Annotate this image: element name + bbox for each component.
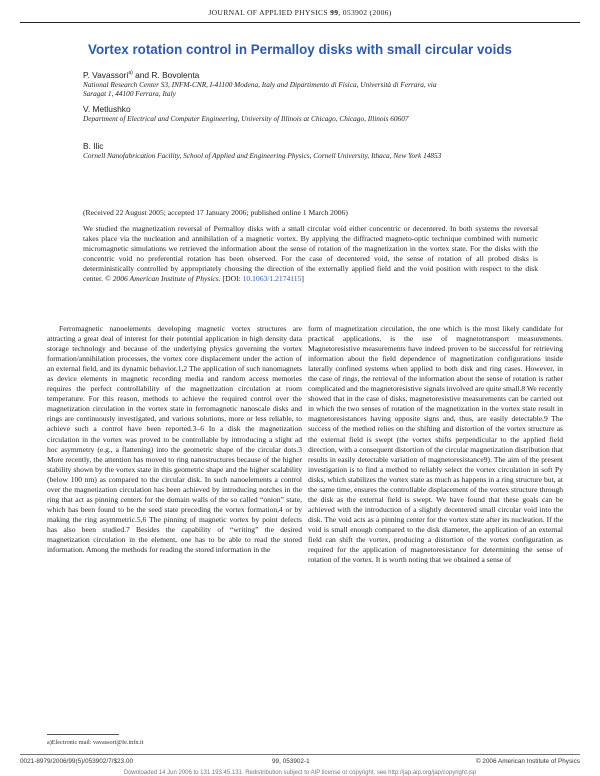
footnote-rule	[47, 734, 119, 735]
author-affiliation: Cornell Nanofabrication Facility, School of Applied and Engineering Physics, Cornell University, Ithaca, New York 14853	[83, 151, 442, 160]
doi-suffix: ]	[301, 274, 304, 284]
body-column-left: Ferromagnetic nanoelements developing magnetic vortex structures are attracting a great deal of interest for their potential application in high density data storage technology and because of the underlying physics governing the vortex formation/annihilation processes, the vortex core displacement under the action of an external field, and its dynamic behavior.1,2 The application of such nanomagnets as device elements in magnetic recording media and random access memories requires the perfect controllability of the magnetization circulation at room temperature. For this reason, methods to achieve the required control over the magnetization circulation in the vortex state in ferromagnetic nanoscale disks and rings are continuously investigated, and various solutions, more or less reliable, to achieve such a control have been reported.3–6 In a disk the magnetization circulation in the vortex was proved to be controllable by introducing a slight ad hoc asymmetry (e.g., a flattening) into the geometric shape of the circular dots.3 More recently, the attention has moved to ring nanostructures because of the higher stability shown by the vortex state in this geometric shape and the higher scalability (below 100 nm) as compared to the circular disk. In such nanoelements a control over the magnetization circulation has been achieved by introducing notches in the ring that act as pinning centers for the domain walls of the so called “onion” state, which has been found to be the seed state preceding the vortex formation,4 or by making the ring asymmetric.5,6 The pinning of magnetic vortex by point defects has also been studied.7 Besides the capability of “writing” the desired magnetization circulation in the element, one has to be able to read the stored information. Among the methods for reading the stored information in the	[47, 324, 302, 555]
abstract-text: We studied the magnetization reversal of Permalloy disks with a small circular void either concentric or decentered. In both systems the reversal takes place via the nucleation and annihilation of a magnetic vortex. By applying the diffracted magneto-optic technique combined with numeric micromagnetic simulations we retrieved the information about the sense of rotation of the magnetization in the vortex state. For the disks with the concentric void no preferential rotation has been observed. For the case of decentered void, the sense of rotation of all probed disks is deterministically controlled by appropriately choosing the direction of the externally applied field and the void position with respect to the disk center.	[83, 224, 538, 284]
footer-copyright: © 2006 American Institute of Physics	[475, 758, 580, 765]
download-notice: Downloaded 14 Jun 2006 to 131.193.45.131. Redistribution subject to AIP license or copyright, see http://jap.aip.org/jap/copyright.jsp	[123, 770, 477, 776]
doi-prefix: [DOI:	[222, 274, 243, 284]
paper-title: Vortex rotation control in Permalloy disks with small circular voids	[88, 42, 512, 57]
abstract-copyright: © 2006 American Institute of Physics.	[104, 274, 221, 284]
footer-issn: 0021-8979/2006/99(5)/053902/7/$23.00	[20, 758, 134, 765]
author-affiliation: National Research Center S3, INFM-CNR, I-41100 Modena, Italy and Dipartimento di Fisica, Università di Ferrara, via Saragat 1, 44100 Ferrara, Italy	[83, 79, 437, 98]
footnote: a)Electronic mail: vavassori@fe.infn.it	[47, 739, 144, 746]
author-group-2	[83, 104, 583, 123]
article-number: 053902 (2006)	[342, 8, 392, 17]
volume-number: 99	[330, 8, 339, 17]
body-column-right: form of magnetization circulation, the one which is the most likely candidate for practical applications, is the use of magnetotransport measurements. Magnetoresistive measurements have indeed proven to be successful for retrieving information about the field dependence of magnetization configurations inside laterally confined systems when applied to both disk and ring cases. However, in the case of rings, the retrieval of the information about the sense of rotation is rather complicated and the magnetoresistive signals involved are quite small.8 We recently showed that in the case of disks, magnetoresistive measurements can be carried out in which the two senses of rotation of the magnetization in the vortex state result in magnetoresistances having opposite signs and, thus, are easily detectable.9 The success of the method relies on the shifting and distortion of the vortex structure as the external field is swept (the vortex shifts perpendicular to the applied field direction, with a consequent distortion of the circular magnetization distribution that results in easily detectable variation of magnetoresistance9). The aim of the present investigation is to find a method to reliably select the vortex circulation in soft Py disks, which stabilizes the vortex state as much as happens in a ring structure but, at the same time, ensures the controllable displacement of the vortex structure through the disk as the external field is swept. We have found that these goals can be achieved with the introduction of a slightly decentered small circular void into the disk. The void acts as a pinning center for the vortex state after its nucleation. If the void is small enough compared to the disk diameter, the application of an external field can shift the vortex, producing a distortion of the vortex configuration as required for the application of magnetoresistance for determining the sense of rotation of the vortex. It is worth noting that we obtained a sense of	[308, 324, 563, 565]
footnote-mark: a)	[128, 70, 133, 76]
author-names: P. Vavassori$^{a)}$ and R. Bovolenta	[83, 69, 200, 80]
footer-page: 99, 053902-1	[272, 758, 310, 765]
running-head: JOURNAL OF APPLIED PHYSICS 99, 053902 (2006)	[208, 8, 392, 17]
received-dates: (Received 22 August 2005; accepted 17 January 2006; published online 1 March 2006)	[83, 208, 348, 217]
author-names: B. Ilic	[83, 141, 104, 151]
author-group-1	[83, 68, 583, 98]
header-rule	[20, 22, 580, 23]
footer-rule	[20, 754, 580, 755]
author-affiliation: Department of Electrical and Computer Engineering, University of Illinois at Chicago, Chicago, Illinois 60607	[83, 114, 409, 123]
journal-name: JOURNAL OF APPLIED PHYSICS	[208, 8, 328, 17]
author-names: V. Metlushko	[83, 104, 131, 114]
author-group-3	[83, 141, 583, 160]
abstract	[83, 224, 538, 285]
doi-link[interactable]: 10.1063/1.2174115	[242, 274, 302, 284]
